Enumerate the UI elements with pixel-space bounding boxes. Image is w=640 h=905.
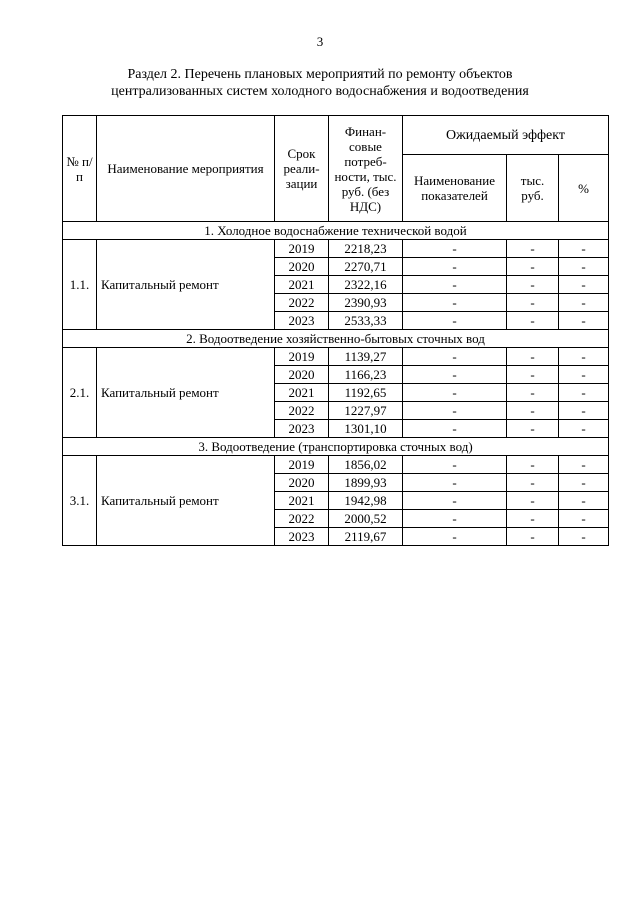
year-cell: 2021 — [275, 276, 329, 294]
indicator-cell: - — [403, 294, 507, 312]
year-cell: 2021 — [275, 384, 329, 402]
item-number: 3.1. — [63, 456, 97, 546]
cost-cell: 1942,98 — [329, 492, 403, 510]
percent-cell: - — [559, 240, 609, 258]
year-cell: 2019 — [275, 456, 329, 474]
year-cell: 2019 — [275, 348, 329, 366]
percent-cell: - — [559, 276, 609, 294]
year-cell: 2019 — [275, 240, 329, 258]
year-cell: 2023 — [275, 528, 329, 546]
header-finance: Финан-совые потреб-ности, тыс. руб. (без НДС) — [329, 116, 403, 222]
percent-cell: - — [559, 528, 609, 546]
percent-cell: - — [559, 258, 609, 276]
table-row — [63, 456, 609, 474]
header-term: Срок реали-зации — [275, 116, 329, 222]
page-number: 3 — [316, 34, 324, 49]
cost-cell: 1227,97 — [329, 402, 403, 420]
measures-table — [62, 115, 609, 546]
group-title: 1. Холодное водоснабжение технической водой — [63, 222, 609, 240]
year-cell: 2021 — [275, 492, 329, 510]
percent-cell: - — [559, 402, 609, 420]
indicator-cell: - — [403, 420, 507, 438]
year-cell: 2023 — [275, 312, 329, 330]
header-effect: Ожидаемый эффект — [403, 116, 609, 155]
indicator-cell: - — [403, 240, 507, 258]
cost-cell: 2322,16 — [329, 276, 403, 294]
cost-cell: 2390,93 — [329, 294, 403, 312]
rub-cell: - — [507, 348, 559, 366]
percent-cell: - — [559, 348, 609, 366]
rub-cell: - — [507, 420, 559, 438]
rub-cell: - — [507, 294, 559, 312]
cost-cell: 1139,27 — [329, 348, 403, 366]
rub-cell: - — [507, 492, 559, 510]
percent-cell: - — [559, 366, 609, 384]
cost-cell: 2533,33 — [329, 312, 403, 330]
percent-cell: - — [559, 420, 609, 438]
header-rub: тыс. руб. — [507, 155, 559, 222]
cost-cell: 1166,23 — [329, 366, 403, 384]
indicator-cell: - — [403, 528, 507, 546]
item-number: 1.1. — [63, 240, 97, 330]
indicator-cell: - — [403, 492, 507, 510]
indicator-cell: - — [403, 258, 507, 276]
rub-cell: - — [507, 384, 559, 402]
table-body — [63, 222, 609, 546]
percent-cell: - — [559, 510, 609, 528]
rub-cell: - — [507, 240, 559, 258]
indicator-cell: - — [403, 456, 507, 474]
rub-cell: - — [507, 366, 559, 384]
item-name: Капитальный ремонт — [97, 348, 275, 438]
header-num: № п/п — [63, 116, 97, 222]
cost-cell: 2119,67 — [329, 528, 403, 546]
item-name: Капитальный ремонт — [97, 240, 275, 330]
indicator-cell: - — [403, 384, 507, 402]
group-row — [63, 222, 609, 240]
group-title: 3. Водоотведение (транспортировка сточных вод) — [63, 438, 609, 456]
percent-cell: - — [559, 474, 609, 492]
header-name: Наименование мероприятия — [97, 116, 275, 222]
year-cell: 2023 — [275, 420, 329, 438]
percent-cell: - — [559, 294, 609, 312]
group-row — [63, 330, 609, 348]
rub-cell: - — [507, 258, 559, 276]
item-number: 2.1. — [63, 348, 97, 438]
indicator-cell: - — [403, 312, 507, 330]
header-indicator: Наименование показателей — [403, 155, 507, 222]
rub-cell: - — [507, 510, 559, 528]
year-cell: 2022 — [275, 294, 329, 312]
percent-cell: - — [559, 492, 609, 510]
percent-cell: - — [559, 384, 609, 402]
rub-cell: - — [507, 402, 559, 420]
cost-cell: 2218,23 — [329, 240, 403, 258]
section-title-line2: централизованных систем холодного водоснабжения и водоотведения — [111, 84, 529, 99]
header-row-1 — [63, 116, 609, 155]
rub-cell: - — [507, 474, 559, 492]
table-row — [63, 240, 609, 258]
cost-cell: 1301,10 — [329, 420, 403, 438]
item-name: Капитальный ремонт — [97, 456, 275, 546]
indicator-cell: - — [403, 510, 507, 528]
indicator-cell: - — [403, 348, 507, 366]
indicator-cell: - — [403, 276, 507, 294]
rub-cell: - — [507, 312, 559, 330]
year-cell: 2020 — [275, 258, 329, 276]
indicator-cell: - — [403, 366, 507, 384]
cost-cell: 1899,93 — [329, 474, 403, 492]
header-percent: % — [559, 155, 609, 222]
section-title — [60, 66, 580, 100]
rub-cell: - — [507, 456, 559, 474]
indicator-cell: - — [403, 402, 507, 420]
cost-cell: 2270,71 — [329, 258, 403, 276]
cost-cell: 1856,02 — [329, 456, 403, 474]
cost-cell: 2000,52 — [329, 510, 403, 528]
section-title-line1: Раздел 2. Перечень плановых мероприятий по ремонту объектов — [127, 67, 513, 82]
percent-cell: - — [559, 456, 609, 474]
group-row — [63, 438, 609, 456]
indicator-cell: - — [403, 474, 507, 492]
year-cell: 2020 — [275, 366, 329, 384]
year-cell: 2022 — [275, 510, 329, 528]
table-row — [63, 348, 609, 366]
year-cell: 2022 — [275, 402, 329, 420]
rub-cell: - — [507, 276, 559, 294]
rub-cell: - — [507, 528, 559, 546]
percent-cell: - — [559, 312, 609, 330]
year-cell: 2020 — [275, 474, 329, 492]
group-title: 2. Водоотведение хозяйственно-бытовых сточных вод — [63, 330, 609, 348]
cost-cell: 1192,65 — [329, 384, 403, 402]
